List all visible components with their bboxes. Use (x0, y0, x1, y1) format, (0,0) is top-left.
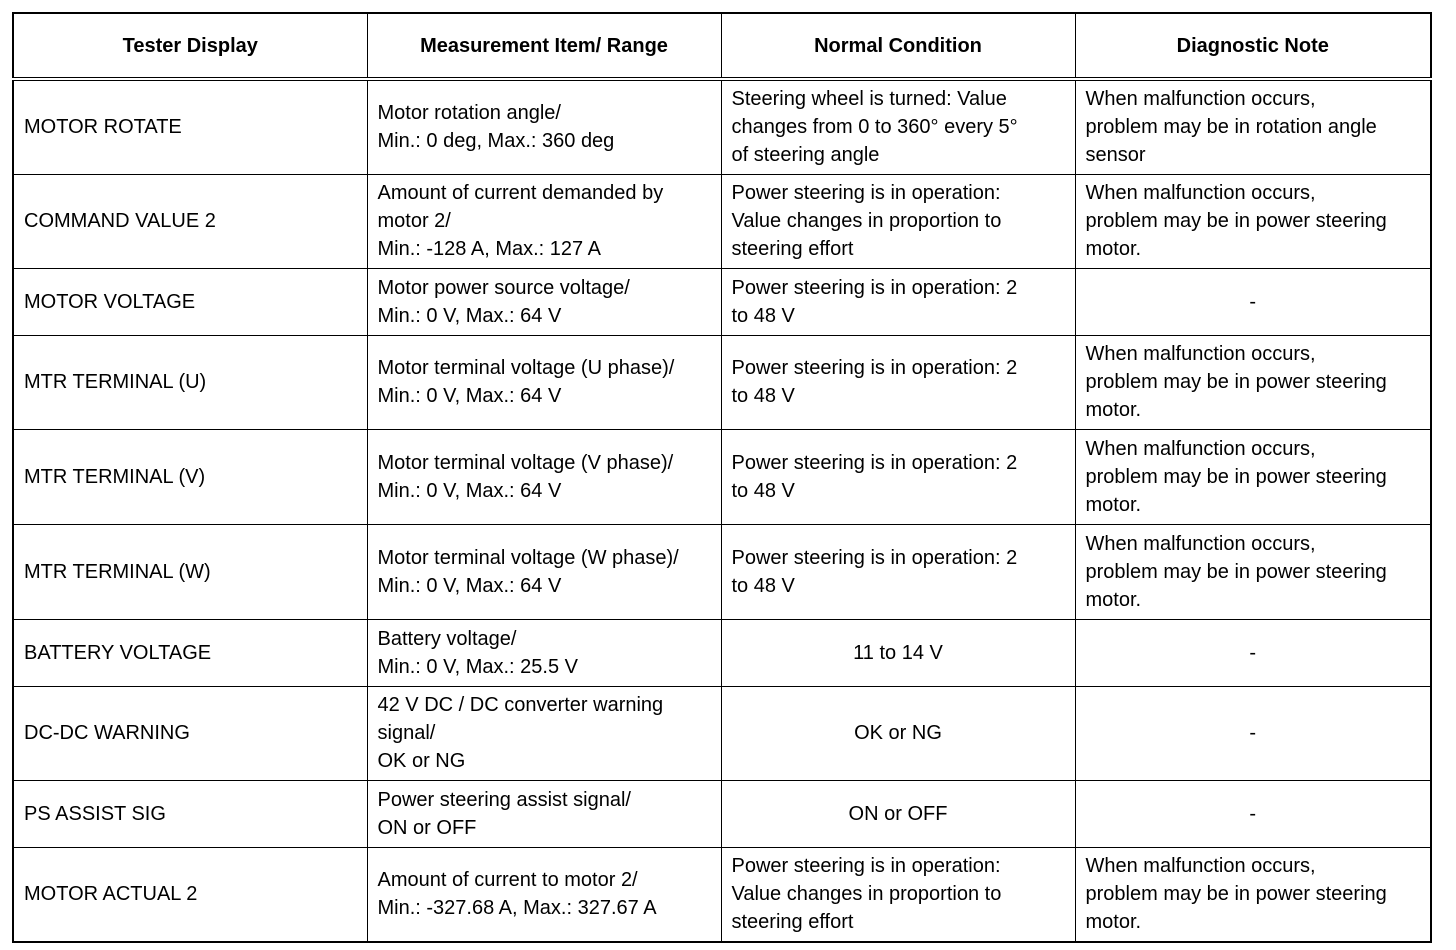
cell-line: Motor terminal voltage (W phase)/ (377, 546, 679, 569)
cell-line: problem may be in power steering (1085, 883, 1387, 906)
cell-line: Min.: 0 deg, Max.: 360 deg (377, 130, 615, 153)
cell-line: Power steering assist signal/ (377, 788, 631, 811)
cell-line: When malfunction occurs, (1085, 88, 1316, 111)
cell-line: OK or NG (377, 750, 466, 772)
cell-text: MTR TERMINAL (V) (24, 465, 206, 488)
cell-line: - (1249, 290, 1257, 313)
cell-line: problem may be in power steering (1085, 210, 1387, 232)
cell-text: DC-DC WARNING (24, 722, 190, 744)
cell-normal-condition (721, 780, 1075, 847)
cell-line: sensor (1085, 144, 1146, 167)
header-line: Normal Condition (814, 34, 982, 57)
cell-diagnostic-note (1075, 79, 1431, 174)
cell-diagnostic-note (1075, 524, 1431, 619)
cell-diagnostic-note (1075, 174, 1431, 268)
cell-text: MOTOR VOLTAGE (24, 290, 196, 313)
cell-line: motor. (1085, 399, 1142, 421)
cell-text: BATTERY VOLTAGE (24, 641, 212, 664)
cell-tester-display (13, 335, 367, 429)
cell-line: Power steering is in operation: 2 (731, 276, 1018, 299)
header-normal-condition (721, 13, 1075, 79)
cell-measurement-item (367, 268, 721, 335)
cell-measurement-item (367, 524, 721, 619)
table-row (13, 686, 1431, 780)
cell-line: Min.: 0 V, Max.: 25.5 V (377, 655, 578, 678)
header-line: Range (606, 34, 668, 57)
cell-line: When malfunction occurs, (1085, 437, 1316, 460)
header-line: Diagnostic Note (1176, 34, 1329, 57)
cell-line: When malfunction occurs, (1085, 182, 1316, 204)
table-row (13, 429, 1431, 524)
cell-line: to 48 V (731, 304, 795, 327)
cell-tester-display (13, 429, 367, 524)
cell-line: to 48 V (731, 385, 795, 407)
cell-text: MTR TERMINAL (U) (24, 371, 207, 393)
cell-tester-display (13, 174, 367, 268)
cell-line: Battery voltage/ (377, 627, 517, 650)
data-list-table-wrapper (12, 12, 1430, 943)
cell-measurement-item (367, 429, 721, 524)
cell-line: Motor rotation angle/ (377, 102, 561, 125)
header-line: Measurement Item/ (420, 34, 602, 57)
cell-line: to 48 V (731, 479, 795, 502)
cell-line: Amount of current to motor 2/ (377, 869, 638, 892)
cell-diagnostic-note (1075, 429, 1431, 524)
cell-line: Power steering is in operation: (731, 182, 1001, 204)
cell-line: When malfunction occurs, (1085, 343, 1316, 365)
cell-line: Steering wheel is turned: Value (731, 88, 1007, 111)
cell-normal-condition (721, 619, 1075, 686)
cell-line: Min.: 0 V, Max.: 64 V (377, 385, 562, 407)
cell-diagnostic-note (1075, 335, 1431, 429)
cell-line: Amount of current demanded by (377, 182, 664, 204)
cell-line: Value changes in proportion to (731, 883, 1002, 906)
cell-tester-display (13, 524, 367, 619)
cell-measurement-item (367, 619, 721, 686)
cell-normal-condition (721, 686, 1075, 780)
cell-line: Motor power source voltage/ (377, 276, 630, 299)
cell-line: Motor terminal voltage (V phase)/ (377, 451, 674, 474)
cell-tester-display (13, 686, 367, 780)
cell-line: Power steering is in operation: 2 (731, 357, 1018, 379)
cell-tester-display (13, 268, 367, 335)
cell-line: - (1249, 641, 1257, 664)
cell-line: OK or NG (854, 722, 942, 744)
cell-line: motor. (1085, 493, 1142, 516)
cell-tester-display (13, 780, 367, 847)
cell-measurement-item (367, 847, 721, 942)
cell-line: problem may be in power steering (1085, 465, 1387, 488)
cell-line: problem may be in rotation angle (1085, 116, 1377, 139)
data-list-table (12, 12, 1432, 943)
cell-line: steering effort (731, 911, 854, 934)
cell-line: Min.: 0 V, Max.: 64 V (377, 479, 562, 502)
table-row (13, 268, 1431, 335)
cell-line: Motor terminal voltage (U phase)/ (377, 357, 675, 379)
cell-line: signal/ (377, 722, 436, 744)
table-row (13, 174, 1431, 268)
cell-text: MOTOR ROTATE (24, 116, 182, 139)
cell-measurement-item (367, 79, 721, 174)
cell-text: MOTOR ACTUAL 2 (24, 883, 198, 906)
table-row (13, 847, 1431, 942)
cell-line: problem may be in power steering (1085, 560, 1387, 583)
cell-text: PS ASSIST SIG (24, 802, 166, 825)
cell-measurement-item (367, 686, 721, 780)
cell-line: steering effort (731, 238, 854, 260)
cell-measurement-item (367, 174, 721, 268)
table-row (13, 524, 1431, 619)
cell-line: motor. (1085, 238, 1142, 260)
cell-text: COMMAND VALUE 2 (24, 210, 216, 232)
cell-line: Min.: 0 V, Max.: 64 V (377, 574, 562, 597)
cell-line: ON or OFF (848, 802, 948, 825)
cell-diagnostic-note (1075, 619, 1431, 686)
cell-line: When malfunction occurs, (1085, 532, 1316, 555)
table-row (13, 335, 1431, 429)
cell-line: Min.: 0 V, Max.: 64 V (377, 304, 562, 327)
cell-tester-display (13, 847, 367, 942)
cell-diagnostic-note (1075, 780, 1431, 847)
table-body (13, 79, 1431, 942)
cell-line: Power steering is in operation: 2 (731, 546, 1018, 569)
cell-measurement-item (367, 780, 721, 847)
cell-normal-condition (721, 524, 1075, 619)
cell-line: When malfunction occurs, (1085, 855, 1316, 878)
cell-line: of steering angle (731, 144, 880, 167)
cell-normal-condition (721, 79, 1075, 174)
cell-line: Value changes in proportion to (731, 210, 1002, 232)
cell-normal-condition (721, 174, 1075, 268)
cell-line: motor. (1085, 588, 1142, 611)
cell-diagnostic-note (1075, 847, 1431, 942)
cell-tester-display (13, 79, 367, 174)
cell-normal-condition (721, 335, 1075, 429)
cell-diagnostic-note (1075, 686, 1431, 780)
header-diagnostic-note (1075, 13, 1431, 79)
cell-line: - (1249, 802, 1257, 825)
table-row (13, 780, 1431, 847)
cell-line: motor. (1085, 911, 1142, 934)
cell-line: ON or OFF (377, 816, 477, 839)
cell-line: 42 V DC / DC converter warning (377, 694, 664, 716)
cell-line: Min.: -128 A, Max.: 127 A (377, 238, 601, 260)
cell-text: MTR TERMINAL (W) (24, 560, 211, 583)
cell-line: changes from 0 to 360° every 5° (731, 116, 1018, 139)
cell-line: problem may be in power steering (1085, 371, 1387, 393)
cell-line: Power steering is in operation: 2 (731, 451, 1018, 474)
cell-line: - (1249, 722, 1257, 744)
cell-measurement-item (367, 335, 721, 429)
cell-normal-condition (721, 268, 1075, 335)
cell-line: motor 2/ (377, 210, 451, 232)
table-row (13, 619, 1431, 686)
cell-line: to 48 V (731, 574, 795, 597)
cell-tester-display (13, 619, 367, 686)
cell-line: Power steering is in operation: (731, 855, 1001, 878)
cell-normal-condition (721, 847, 1075, 942)
header-tester-display (13, 13, 367, 79)
header-measurement-item (367, 13, 721, 79)
cell-line: Min.: -327.68 A, Max.: 327.67 A (377, 897, 657, 920)
cell-diagnostic-note (1075, 268, 1431, 335)
table-row (13, 79, 1431, 174)
header-row (13, 13, 1431, 79)
cell-line: 11 to 14 V (853, 641, 943, 664)
cell-normal-condition (721, 429, 1075, 524)
header-line: Tester Display (122, 34, 258, 57)
